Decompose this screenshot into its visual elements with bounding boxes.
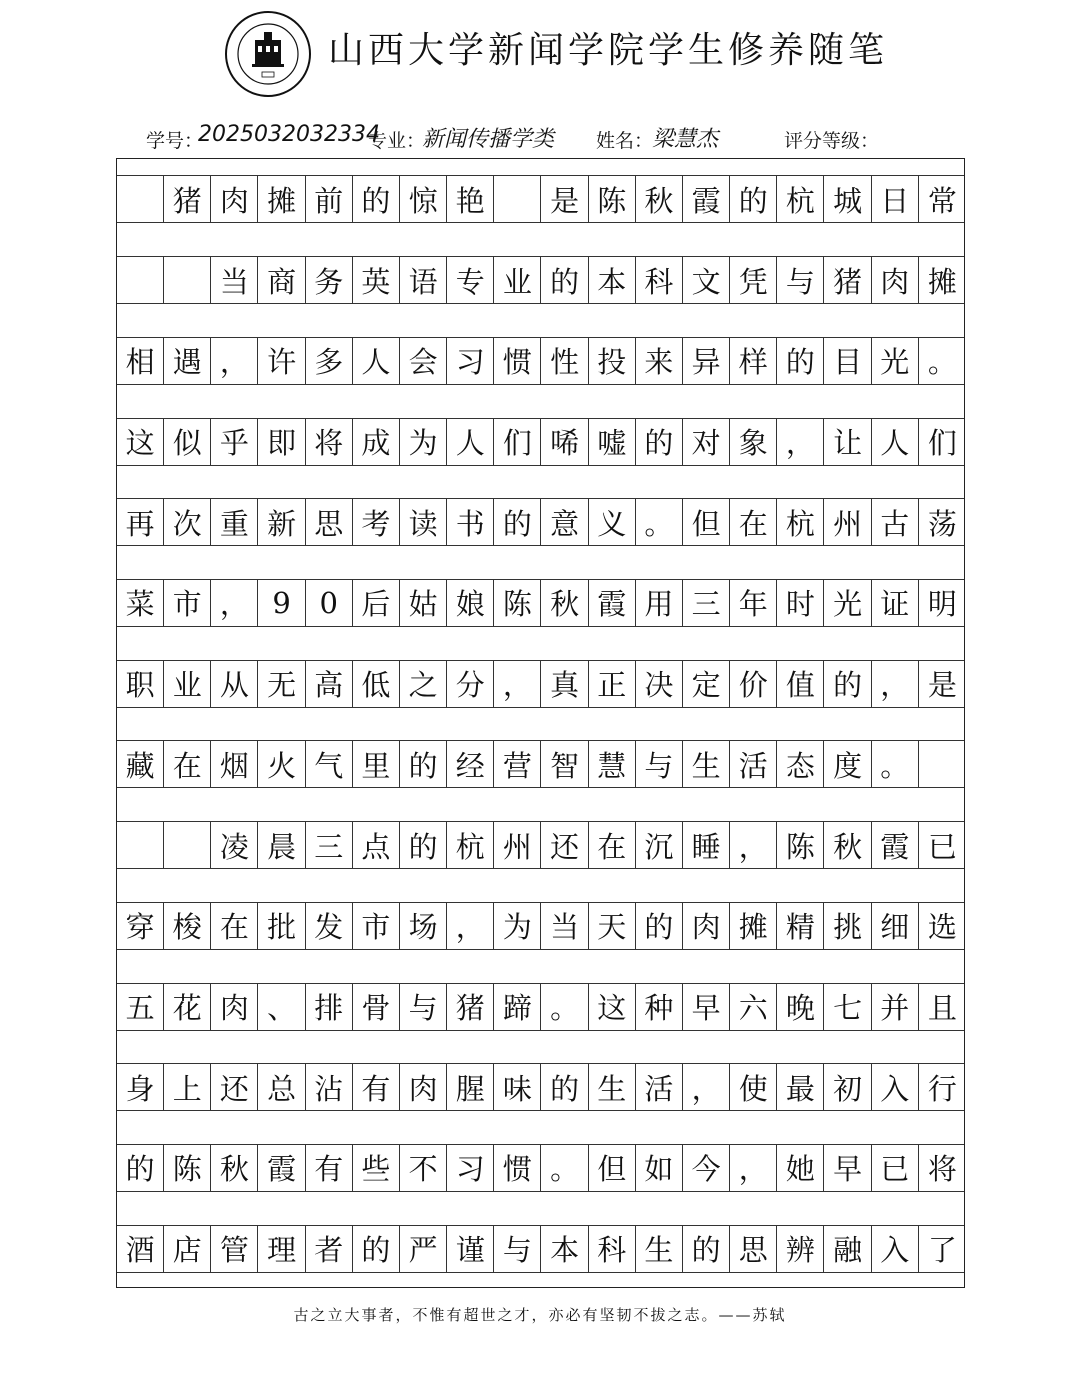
grid-cell: 性	[542, 338, 589, 384]
grid-row	[117, 337, 964, 385]
grid-cell: 的	[353, 1226, 400, 1272]
grid-cell: 这	[589, 984, 636, 1030]
grid-cell: 肉	[211, 176, 258, 222]
grid-cell: 秋	[542, 580, 589, 626]
grid-cell: 英	[353, 257, 400, 303]
grid-cell: 们	[494, 419, 541, 465]
grade-label: 评分等级：	[784, 130, 880, 152]
grid-cell: 9	[259, 580, 306, 626]
grid-cell: 的	[117, 1145, 164, 1191]
grid-cell: 市	[164, 580, 211, 626]
grid-cell: 当	[542, 903, 589, 949]
grid-cell: 行	[927, 1071, 957, 1106]
grid-cell: 职	[117, 661, 164, 707]
grid-cell: 为	[494, 903, 541, 949]
grid-cell: 三	[306, 822, 353, 868]
grid-cell: ，	[730, 822, 777, 868]
grid-cell: 思	[306, 499, 353, 545]
grid-cell: 细	[872, 903, 919, 949]
grid-cell: 遇	[164, 338, 211, 384]
header	[0, 0, 1080, 110]
grid-cell: 真	[542, 661, 589, 707]
grid-cell: 科	[636, 257, 683, 303]
grid-cell: 猪	[164, 176, 211, 222]
grid-cell: 的	[683, 1226, 730, 1272]
grid-cell: 摊	[730, 903, 777, 949]
grid-cell: 晚	[777, 984, 824, 1030]
grid-cell: 三	[683, 580, 730, 626]
grid-cell: 谨	[447, 1226, 494, 1272]
grid-cell: 今	[683, 1145, 730, 1191]
grid-row	[117, 821, 964, 869]
grid-cell: 在	[589, 822, 636, 868]
grid-cell: 与	[494, 1226, 541, 1272]
grid-cell: 腥	[447, 1064, 494, 1110]
grid-cell: 猪	[825, 257, 872, 303]
grid-row	[117, 1063, 964, 1111]
grid-cell: 定	[683, 661, 730, 707]
grid-cell: 陈	[164, 1145, 211, 1191]
grid-cell: 商	[259, 257, 306, 303]
grid-cell: 穿	[117, 903, 164, 949]
grid-cell: 活	[730, 741, 777, 787]
grid-cell: 陈	[494, 580, 541, 626]
grid-cell: 新	[259, 499, 306, 545]
grid-row	[117, 983, 964, 1031]
grid-cell: 七	[825, 984, 872, 1030]
grid-cell: 睡	[683, 822, 730, 868]
grid-cell: 习	[447, 1145, 494, 1191]
grid-cell: 已	[872, 1145, 919, 1191]
grid-cell: 正	[589, 661, 636, 707]
grid-cell: 异	[683, 338, 730, 384]
grid-cell: 光	[825, 580, 872, 626]
grid-row	[117, 1144, 964, 1192]
grid-cell: 的	[353, 176, 400, 222]
grid-cell: 惯	[494, 338, 541, 384]
grid-cell: 早	[825, 1145, 872, 1191]
grid-cell: 猪	[447, 984, 494, 1030]
grid-cell: 习	[447, 338, 494, 384]
grid-cell: 入	[872, 1064, 919, 1110]
grid-cell: 常	[927, 183, 957, 218]
grid-cell: 0	[306, 580, 353, 626]
grid-cell: 营	[494, 741, 541, 787]
grid-cell: 者	[306, 1226, 353, 1272]
grid-cell: 意	[542, 499, 589, 545]
grid-cell: 融	[825, 1226, 872, 1272]
grid-cell: 活	[636, 1064, 683, 1110]
grid-cell: 且	[927, 991, 957, 1025]
grid-cell: 科	[589, 1226, 636, 1272]
student-id-label: 学号：	[146, 130, 204, 152]
grid-cell: 从	[211, 661, 258, 707]
grid-cell: 秋	[636, 176, 683, 222]
grid-cell: 高	[306, 661, 353, 707]
grid-cell: 点	[353, 822, 400, 868]
grid-cell: 相	[117, 338, 164, 384]
grid-cell: 肉	[872, 257, 919, 303]
grid-cell: ，	[872, 661, 919, 707]
grid-cell: 目	[825, 338, 872, 384]
grid-cell: 城	[825, 176, 872, 222]
grid-cell: 的	[542, 1064, 589, 1110]
grid-cell	[494, 176, 541, 222]
grid-cell: 娘	[447, 580, 494, 626]
grid-cell: 早	[683, 984, 730, 1030]
grid-cell: 用	[636, 580, 683, 626]
grid-cell: 。	[636, 499, 683, 545]
grid-cell: 智	[542, 741, 589, 787]
grid-cell: 的	[730, 176, 777, 222]
grid-cell: 。	[542, 984, 589, 1030]
grid-cell: 味	[494, 1064, 541, 1110]
grid-cell	[164, 822, 211, 868]
grid-cell: 许	[259, 338, 306, 384]
grid-cell: 的	[400, 822, 447, 868]
major-value: 新闻传播学类	[422, 127, 555, 152]
grid-cell: 再	[117, 499, 164, 545]
grid-cell: 霞	[259, 1145, 306, 1191]
grid-cell: 年	[730, 580, 777, 626]
grid-cell: 文	[683, 257, 730, 303]
grid-cell: 晨	[259, 822, 306, 868]
grid-cell: 语	[400, 257, 447, 303]
grid-cell: 这	[117, 419, 164, 465]
grid-row	[117, 498, 964, 546]
grid-cell: 挑	[825, 903, 872, 949]
grid-cell: 书	[447, 499, 494, 545]
grid-cell: 姑	[400, 580, 447, 626]
grid-cell: 义	[589, 499, 636, 545]
grid-cell: 惯	[494, 1145, 541, 1191]
grid-cell: 杭	[777, 176, 824, 222]
grid-cell: 生	[589, 1064, 636, 1110]
grid-cell: 骨	[353, 984, 400, 1030]
grid-cell: 荡	[927, 506, 957, 541]
grid-cell: 批	[259, 903, 306, 949]
page-title: 山西大学新闻学院学生修养随笔	[328, 30, 889, 71]
grid-cell: 乎	[211, 419, 258, 465]
grid-cell: 还	[211, 1064, 258, 1110]
grid-cell: 辨	[777, 1226, 824, 1272]
grid-cell: 了	[927, 1233, 957, 1268]
grid-cell: 她	[777, 1145, 824, 1191]
grid-cell: 无	[259, 661, 306, 707]
major-label: 专业：	[368, 130, 426, 152]
grid-cell: 与	[400, 984, 447, 1030]
grid-cell: 在	[211, 903, 258, 949]
grid-cell: 天	[589, 903, 636, 949]
grid-cell: 霞	[589, 580, 636, 626]
grid-cell: 秋	[825, 822, 872, 868]
grid-cell: 来	[636, 338, 683, 384]
grid-cell: 烟	[211, 741, 258, 787]
grid-cell: 场	[400, 903, 447, 949]
grid-cell: 将	[306, 419, 353, 465]
grid-cell: 多	[306, 338, 353, 384]
grid-cell: 前	[306, 176, 353, 222]
grid-cell: 象	[730, 419, 777, 465]
grid-row	[117, 660, 964, 708]
grid-cell: ，	[683, 1064, 730, 1110]
grid-cell: 精	[777, 903, 824, 949]
grid-cell: 的	[636, 419, 683, 465]
grid-cell: 使	[730, 1064, 777, 1110]
grid-cell: 惊	[400, 176, 447, 222]
grid-cell: 证	[872, 580, 919, 626]
student-info-line	[0, 118, 1080, 158]
grid-cell	[919, 741, 966, 787]
grid-cell: 本	[589, 257, 636, 303]
grid-cell: ，	[777, 419, 824, 465]
grid-row	[117, 256, 964, 304]
grid-cell: 将	[927, 1152, 957, 1187]
footer-quote: 古之立大事者，不惟有超世之才，亦必有坚韧不拔之志。——苏轼	[293, 1306, 787, 1324]
grid-cell: 本	[542, 1226, 589, 1272]
grid-cell: 严	[400, 1226, 447, 1272]
grid-cell: 菜	[117, 580, 164, 626]
grid-cell: 慧	[589, 741, 636, 787]
grid-cell: 人	[447, 419, 494, 465]
grid-cell: 并	[872, 984, 919, 1030]
grid-cell: 会	[400, 338, 447, 384]
grid-cell: 度	[825, 741, 872, 787]
grid-cell: 低	[353, 661, 400, 707]
grid-cell: 店	[164, 1226, 211, 1272]
name-value: 梁慧杰	[652, 127, 719, 152]
grid-cell: 如	[636, 1145, 683, 1191]
grid-cell: 的	[400, 741, 447, 787]
grid-cell: 人	[872, 419, 919, 465]
grid-cell: 气	[306, 741, 353, 787]
grid-row	[117, 418, 964, 466]
grid-cell: 选	[927, 910, 957, 945]
grid-cell: 经	[447, 741, 494, 787]
grid-cell: 凭	[730, 257, 777, 303]
grid-cell: 态	[777, 741, 824, 787]
grid-cell: 重	[211, 499, 258, 545]
grid-cell: 是	[927, 668, 957, 703]
grid-cell: 种	[636, 984, 683, 1030]
grid-cell: 、	[259, 984, 306, 1030]
grid-cell: 让	[825, 419, 872, 465]
grid-cell: 是	[542, 176, 589, 222]
grid-cell: 与	[636, 741, 683, 787]
grid-cell: 嘘	[589, 419, 636, 465]
grid-cell: 似	[164, 419, 211, 465]
grid-cell: 。	[872, 741, 919, 787]
grid-cell: 。	[542, 1145, 589, 1191]
grid-cell: 藏	[117, 741, 164, 787]
grid-cell	[164, 257, 211, 303]
grid-cell: 入	[872, 1226, 919, 1272]
grid-cell: 初	[825, 1064, 872, 1110]
grid-cell: 上	[164, 1064, 211, 1110]
grid-cell: 在	[164, 741, 211, 787]
grid-cell: 务	[306, 257, 353, 303]
grid-cell: 样	[730, 338, 777, 384]
grid-cell: 次	[164, 499, 211, 545]
grid-cell: 州	[825, 499, 872, 545]
grid-row	[117, 579, 964, 627]
grid-cell: 六	[730, 984, 777, 1030]
grid-cell: 值	[777, 661, 824, 707]
grid-cell: 里	[353, 741, 400, 787]
grid-cell: 有	[306, 1145, 353, 1191]
grid-cell: 唏	[542, 419, 589, 465]
grid-cell: ，	[211, 338, 258, 384]
grid-cell: 人	[353, 338, 400, 384]
grid-cell: 读	[400, 499, 447, 545]
grid-cell: 最	[777, 1064, 824, 1110]
grid-cell: 之	[400, 661, 447, 707]
grid-cell: 市	[353, 903, 400, 949]
grid-cell: ，	[211, 580, 258, 626]
grid-cell: 的	[542, 257, 589, 303]
grid-cell: 即	[259, 419, 306, 465]
grid-cell: 排	[306, 984, 353, 1030]
grid-row	[117, 1225, 964, 1273]
grid-cell: 分	[447, 661, 494, 707]
grid-cell: 为	[400, 419, 447, 465]
grid-cell: 明	[927, 587, 957, 622]
grid-cell: 投	[589, 338, 636, 384]
grid-cell: 身	[117, 1064, 164, 1110]
grid-cell: 肉	[211, 984, 258, 1030]
grid-cell: 的	[636, 903, 683, 949]
grid-cell: 不	[400, 1145, 447, 1191]
grid-cell: 摊	[927, 264, 957, 299]
grid-cell: 业	[494, 257, 541, 303]
grid-cell: 价	[730, 661, 777, 707]
grid-cell: 梭	[164, 903, 211, 949]
grid-cell: 与	[777, 257, 824, 303]
grid-cell: 还	[542, 822, 589, 868]
grid-cell: 艳	[447, 176, 494, 222]
grid-cell: 但	[683, 499, 730, 545]
grid-cell: 们	[927, 426, 957, 460]
writing-grid	[116, 158, 965, 1288]
grid-cell: 古	[872, 499, 919, 545]
grid-cell: 。	[927, 345, 957, 380]
grid-cell: 思	[730, 1226, 777, 1272]
grid-cell: 霞	[683, 176, 730, 222]
grid-cell: 些	[353, 1145, 400, 1191]
university-seal-logo	[224, 10, 312, 98]
grid-row	[117, 740, 964, 788]
grid-cell: 有	[353, 1064, 400, 1110]
grid-cell: 总	[259, 1064, 306, 1110]
grid-cell: 专	[447, 257, 494, 303]
grid-cell: 但	[589, 1145, 636, 1191]
grid-cell: 摊	[259, 176, 306, 222]
grid-cell: ，	[447, 903, 494, 949]
grid-cell: 日	[872, 176, 919, 222]
grid-cell: 秋	[211, 1145, 258, 1191]
grid-cell: 陈	[589, 176, 636, 222]
name-label: 姓名：	[596, 130, 654, 152]
grid-cell	[117, 176, 164, 222]
grid-cell: 时	[777, 580, 824, 626]
grid-cell: 陈	[777, 822, 824, 868]
grid-cell: ，	[494, 661, 541, 707]
grid-row	[117, 902, 964, 950]
grid-cell: 决	[636, 661, 683, 707]
grid-cell: 火	[259, 741, 306, 787]
grid-cell: 考	[353, 499, 400, 545]
grid-cell: 沾	[306, 1064, 353, 1110]
grid-cell: 酒	[117, 1226, 164, 1272]
grid-cell: 当	[211, 257, 258, 303]
grid-cell: 发	[306, 903, 353, 949]
student-id-value: 2025032032334	[198, 122, 380, 147]
grid-cell: 光	[872, 338, 919, 384]
grid-cell: 的	[777, 338, 824, 384]
grid-cell: 生	[683, 741, 730, 787]
grid-cell: 霞	[872, 822, 919, 868]
grid-cell: 蹄	[494, 984, 541, 1030]
grid-cell: 肉	[400, 1064, 447, 1110]
grid-row	[117, 175, 964, 223]
grid-cell: 的	[494, 499, 541, 545]
grid-cell: 肉	[683, 903, 730, 949]
grid-cell: ，	[730, 1145, 777, 1191]
grid-cell: 生	[636, 1226, 683, 1272]
grid-cell	[117, 822, 164, 868]
grid-cell: 州	[494, 822, 541, 868]
grid-cell: 的	[825, 661, 872, 707]
grid-cell: 花	[164, 984, 211, 1030]
grid-cell: 成	[353, 419, 400, 465]
grid-cell: 在	[730, 499, 777, 545]
grid-cell	[117, 257, 164, 303]
grid-cell: 五	[117, 984, 164, 1030]
grid-cell: 凌	[211, 822, 258, 868]
grid-cell: 对	[683, 419, 730, 465]
grid-cell: 沉	[636, 822, 683, 868]
grid-cell: 杭	[447, 822, 494, 868]
grid-cell: 管	[211, 1226, 258, 1272]
grid-cell: 后	[353, 580, 400, 626]
grid-cell: 杭	[777, 499, 824, 545]
grid-cell: 已	[927, 829, 957, 864]
grid-cell: 业	[164, 661, 211, 707]
grid-cell: 理	[259, 1226, 306, 1272]
